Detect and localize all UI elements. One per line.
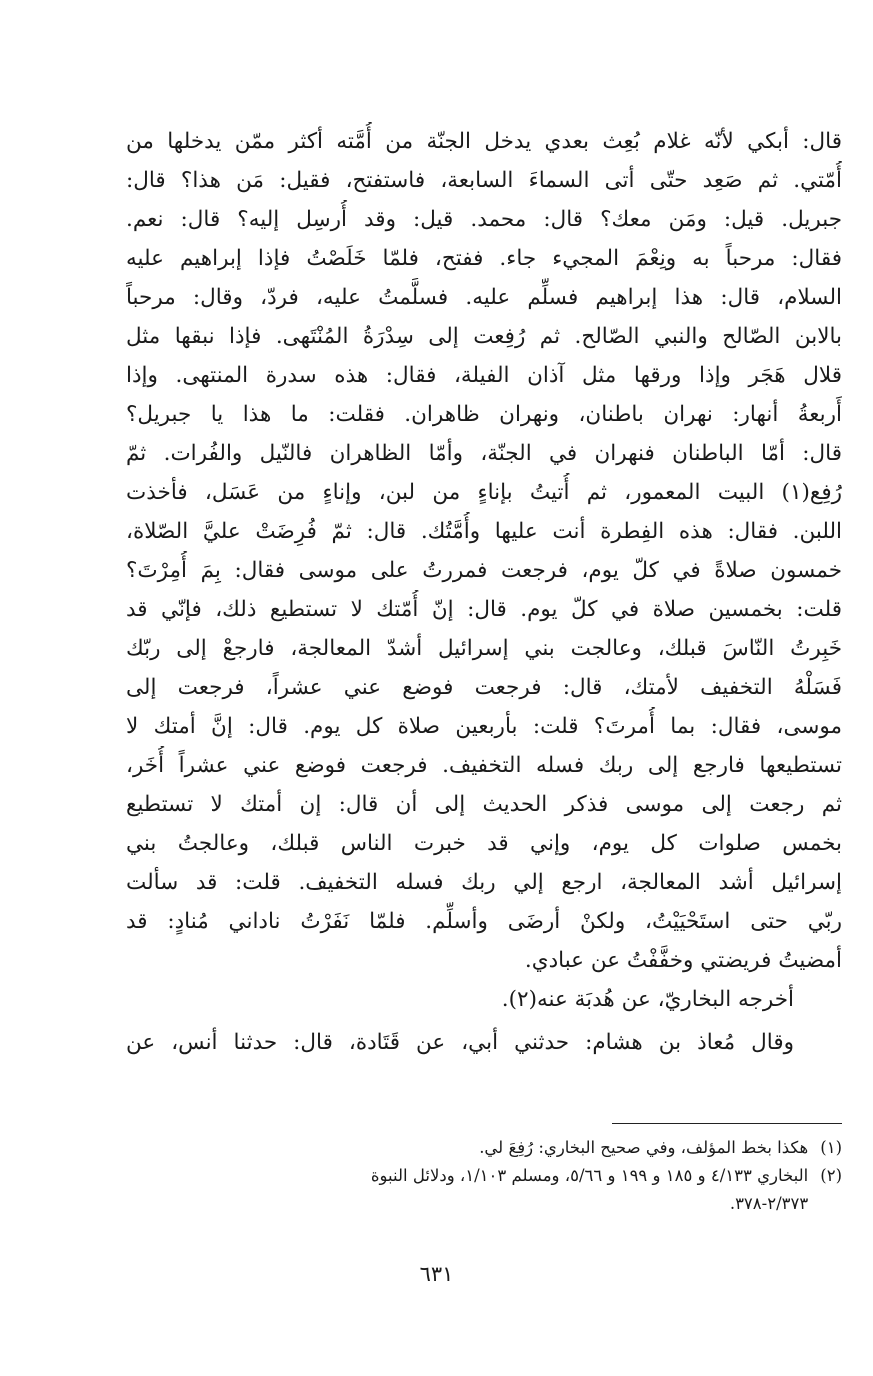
text-line: إسرائيل أشد المعالجة، ارجع إلي ربك فسله التخفيف. قلت: قد سألت — [126, 870, 842, 895]
footnote-number: (٢) — [820, 1166, 842, 1185]
footnote-1 — [126, 1134, 842, 1162]
text-line: فقال: مرحباً به ونِعْمَ المجيء جاء. ففتح، فلمّا خَلَصْتُ فإذا إبراهيم عليه — [126, 246, 842, 271]
footnote-text-line: البخاري ٤/١٣٣ و ١٨٥ و ١٩٩ و ٥/٦٦، ومسلم ١/١٠٣، ودلائل النبوة — [370, 1166, 809, 1185]
footnote-text: هكذا بخط المؤلف، وفي صحيح البخاري: رُفِعَ لي. — [479, 1138, 809, 1157]
page-number: ٦٣١ — [419, 1262, 454, 1286]
text-line: فَسَلْهُ التخفيف لأمتك، قال: فرجعت فوضع عني عشراً، فرجعت إلى — [126, 675, 842, 700]
footnote-number: (١) — [820, 1138, 842, 1157]
text-line: تستطيعها فارجع إلى ربك فسله التخفيف. فرجعت فوضع عني عشراً أُخَر، — [126, 753, 842, 778]
text-line: أَربعةُ أنهار: نهران باطنان، ونهران ظاهران. فقلت: ما هذا يا جبريل؟ — [126, 402, 842, 427]
text-line: ثم رجعت إلى موسى فذكر الحديث إلى أن قال: إن أمتك لا تستطيع — [126, 792, 842, 817]
attribution-line: أخرجه البخاريّ، عن هُدبَة عنه(٢). — [501, 987, 794, 1012]
text-line: قلال هَجَر وإذا ورقها مثل آذان الفيلة، فقال: هذه سدرة المنتهى. وإذا — [126, 363, 842, 388]
text-line: خَبِرتُ النّاسَ قبلك، وعالجت بني إسرائيل أشدّ المعالجة، فارجعْ إلى ربّك — [126, 636, 842, 661]
footnote-separator — [612, 1123, 842, 1124]
text-line: قال: أمّا الباطنان فنهران في الجنّة، وأمّا الظاهران فالنّيل والفُرات. ثمّ — [126, 441, 842, 466]
text-line: جبريل. قيل: ومَن معك؟ قال: محمد. قيل: وقد أُرسِل إليه؟ قال: نعم. — [126, 207, 842, 232]
next-paragraph-line: وقال مُعاذ بن هشام: حدثني أبي، عن قَتَادة، قال: حدثنا أنس، عن — [126, 1030, 794, 1055]
text-line: بالابن الصّالح والنبي الصّالح. ثم رُفِعت إلى سِدْرَةُ المُنْتَهى. فإذا نبقها مثل — [126, 324, 842, 349]
text-line: قلت: بخمسين صلاة في كلّ يوم. قال: إنّ أُمّتك لا تستطيع ذلك، فإنّي قد — [126, 597, 842, 622]
main-text — [126, 122, 842, 1062]
footnote-text-line: ٢/٣٧٣-٣٧٨. — [729, 1194, 809, 1213]
text-line: رُفِع(١) البيت المعمور، ثم أُتيتُ بإناءٍ من لبن، وإناءٍ من عَسَل، فأخذت — [126, 480, 842, 505]
footnotes — [126, 1134, 842, 1218]
text-line: أمضيتُ فريضتي وخفَّفْتُ عن عبادي. — [524, 948, 842, 973]
text-line: أُمّتي. ثم صَعِد حتّى أتى السماءَ السابعة، فاستفتح، فقيل: مَن هذا؟ قال: — [126, 168, 842, 193]
text-line: قال: أبكي لأنّه غلام بُعِث بعدي يدخل الجنّة من أُمَّته أكثر ممّن يدخلها من — [126, 129, 842, 154]
text-line: السلام، قال: هذا إبراهيم فسلِّم عليه. فسلَّمتُ عليه، فردّ، وقال: مرحباً — [126, 285, 842, 310]
text-line: بخمس صلوات كل يوم، وإني قد خبرت الناس قبلك، وعالجتُ بني — [126, 831, 842, 856]
footnote-2 — [126, 1162, 842, 1218]
text-line: اللبن. فقال: هذه الفِطرة أنت عليها وأُمَّتُك. قال: ثمّ فُرِضَتْ عليَّ الصّلاة، — [126, 519, 842, 544]
footnote-text — [126, 1162, 808, 1218]
text-line: موسى، فقال: بما أُمرتَ؟ قلت: بأربعين صلاة كل يوم. قال: إنَّ أمتك لا — [126, 714, 842, 739]
text-line: ربّي حتى استَحْيَيْتُ، ولكنْ أرضَى وأسلِّم. فلمّا نَفَرْتُ ناداني مُنادٍ: قد — [126, 909, 842, 934]
text-line: خمسون صلاةً في كلّ يوم، فرجعت فمررتُ على موسى فقال: بِمَ أُمِرْتَ؟ — [126, 558, 842, 583]
